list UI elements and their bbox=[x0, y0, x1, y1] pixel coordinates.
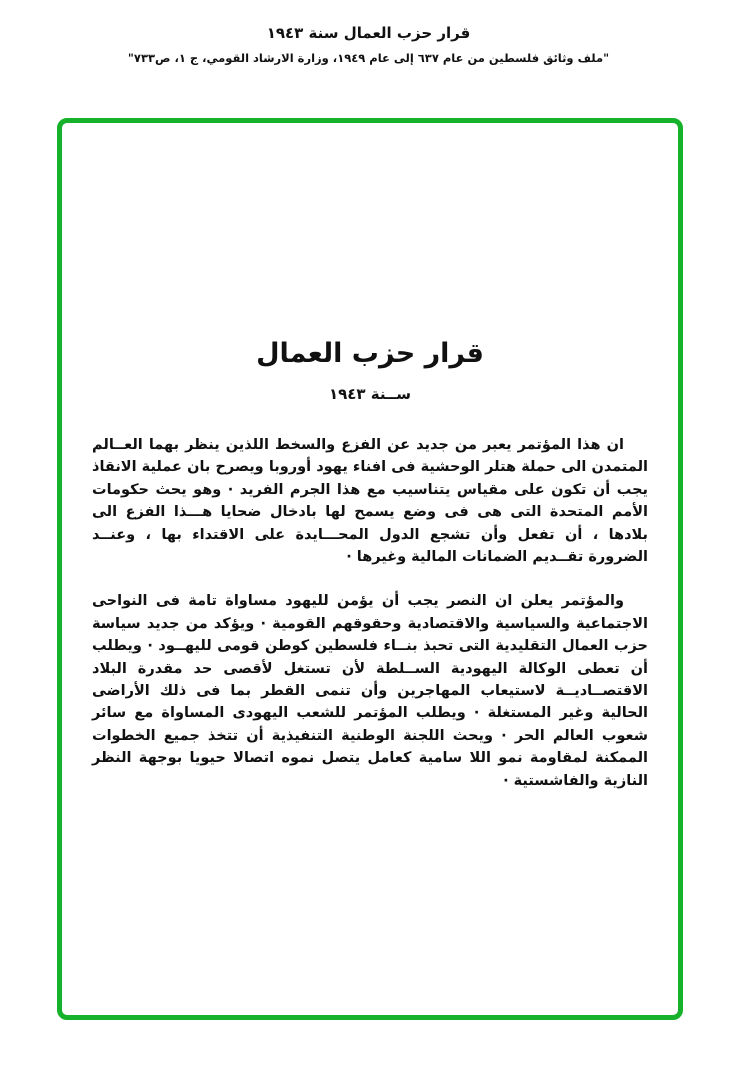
document-title: قرار حزب العمال bbox=[256, 338, 484, 369]
reference-header bbox=[0, 24, 737, 65]
document-body bbox=[92, 434, 648, 792]
paragraph-resolution-2: والمؤتمر يعلن ان النصر يجب أن يؤمن لليهود مساواة تامة فى النواحى الاجتماعية والسياسية والاقتصادية وحقوقهم القومية · ويؤكد من جديد سياسة حزب العمال التقليدية التى تحبذ بنــاء فلسطين كوطن قومى لليهــود · ويطلب أن تعطى الوكالة اليهودية الســلطة لأن تستغل لأقصى حد مقدرة البلاد الاقتصــاديــة لاستيعاب المهاجرين وأن تنمى القطر بما فى ذلك الأراضى الحالية وغير المستغلة · ويطلب المؤتمر للشعب اليهودى المساواة مع سائر شعوب العالم الحر · ويحث اللجنة الوطنية التنفيذية أن تتخذ جميع الخطوات الممكنة لمقاومة نمو اللا سامية كعامل يتصل نموه اتصالا حيويا بوجهة النظر النازية والفاشستية · bbox=[92, 593, 648, 789]
green-border-frame bbox=[57, 118, 683, 1020]
document-subtitle-year: ســنة ١٩٤٣ bbox=[328, 385, 412, 403]
paragraph-resolution-1: ان هذا المؤتمر يعبر من جديد عن الفزع والسخط اللذين ينظر بهما العــالم المتمدن الى حملة هتلر الوحشية فى افناء يهود أوروبا ويصرح بان عملية الانقاذ يجب أن تكون على مقياس يتناسيب مع هذا الجرم الفريد · وهو يحث حكومات الأمم المتحدة التى هى فى وضع يسمح لها بادخال ضحايا هـــذا الفزع الى بلادها ، أن تفعل وأن تشجع الدول المحـــايدة على الاقتداء بها ، وعنــد الضرورة تقــديم الضمانات المالية وغيرها · bbox=[92, 437, 648, 566]
reference-header-source-citation: "ملف وثائق فلسطين من عام ٦٣٧ إلى عام ١٩٤٩، وزارة الارشاد القومي، ج ١، ص٧٣٣" bbox=[127, 51, 610, 65]
reference-header-title: قرار حزب العمال سنة ١٩٤٣ bbox=[266, 24, 471, 42]
